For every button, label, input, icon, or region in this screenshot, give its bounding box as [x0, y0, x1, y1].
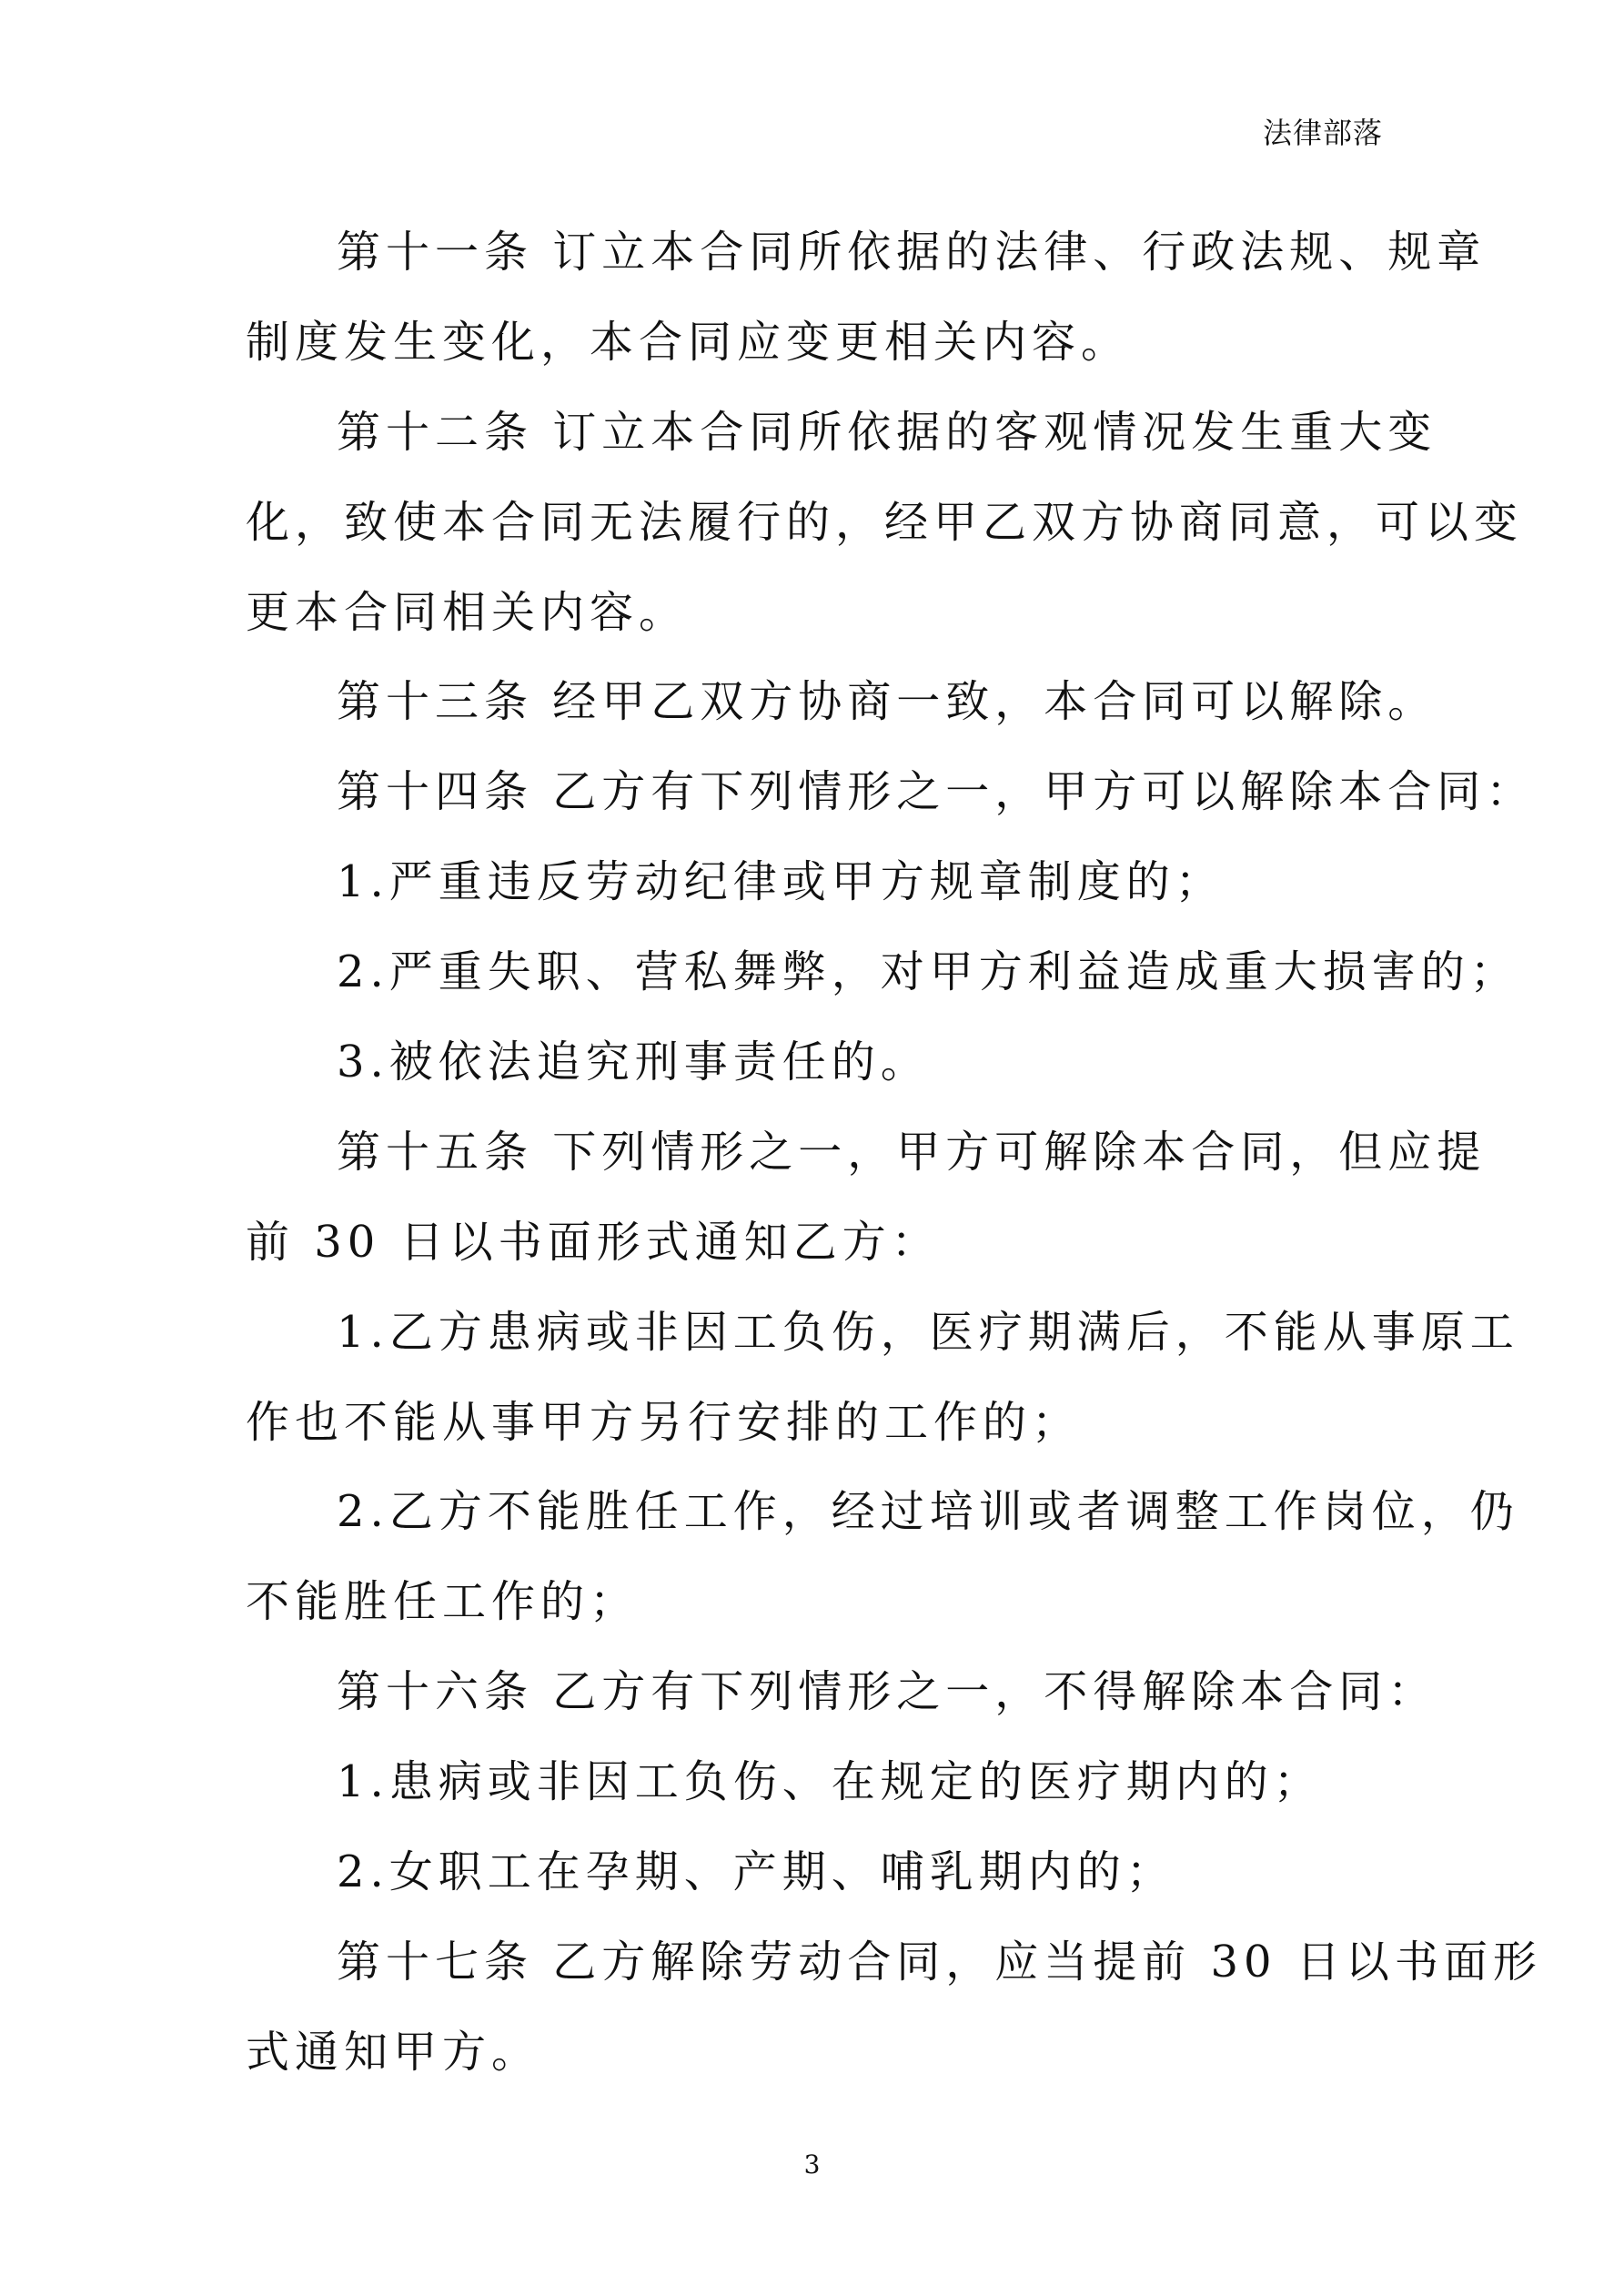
article-14-line-1: 第十四条 乙方有下列情形之一，甲方可以解除本合同：	[337, 766, 1536, 818]
article-17-line-1: 第十七条 乙方解除劳动合同，应当提前 30 日以书面形	[337, 1936, 1542, 1988]
article-12-line-1: 第十二条 订立本合同所依据的客观情况发生重大变	[337, 406, 1437, 458]
article-17-line-2: 式通知甲方。	[246, 2026, 541, 2078]
article-15-item-1-line-2: 作也不能从事甲方另行安排的工作的；	[246, 1396, 1082, 1448]
article-14-item-1: 1.严重违反劳动纪律或甲方规章制度的；	[337, 856, 1225, 908]
article-16-line-1: 第十六条 乙方有下列情形之一，不得解除本合同：	[337, 1666, 1437, 1718]
article-14-item-3: 3.被依法追究刑事责任的。	[337, 1037, 930, 1088]
article-12-line-3: 更本合同相关内容。	[246, 586, 689, 638]
article-16-item-1: 1.患病或非因工负伤、在规定的医疗期内的；	[337, 1756, 1323, 1808]
document-body	[246, 207, 1542, 2098]
article-15-line-2: 前 30 日以书面形式通知乙方：	[246, 1216, 941, 1268]
article-14-item-2: 2.严重失职、营私舞弊，对甲方利益造成重大损害的；	[337, 946, 1519, 998]
article-15-item-2-line-1: 2.乙方不能胜任工作，经过培训或者调整工作岗位，仍	[337, 1486, 1519, 1538]
article-13-line-1: 第十三条 经甲乙双方协商一致，本合同可以解除。	[337, 676, 1437, 728]
article-16-item-2: 2.女职工在孕期、产期、哺乳期内的；	[337, 1846, 1175, 1898]
article-12-line-2: 化，致使本合同无法履行的，经甲乙双方协商同意，可以变	[246, 496, 1524, 548]
article-15-line-1: 第十五条 下列情形之一，甲方可解除本合同，但应提	[337, 1126, 1487, 1178]
article-11-line-1: 第十一条 订立本合同所依据的法律、行政法规、规章	[337, 227, 1487, 278]
article-11-line-2: 制度发生变化，本合同应变更相关内容。	[246, 316, 1131, 368]
header-brand: 法律部落	[1262, 116, 1383, 150]
page-number: 3	[803, 2149, 821, 2180]
article-15-item-1-line-1: 1.乙方患病或非因工负伤，医疗期满后，不能从事原工	[337, 1306, 1519, 1358]
article-15-item-2-line-2: 不能胜任工作的；	[246, 1576, 640, 1628]
